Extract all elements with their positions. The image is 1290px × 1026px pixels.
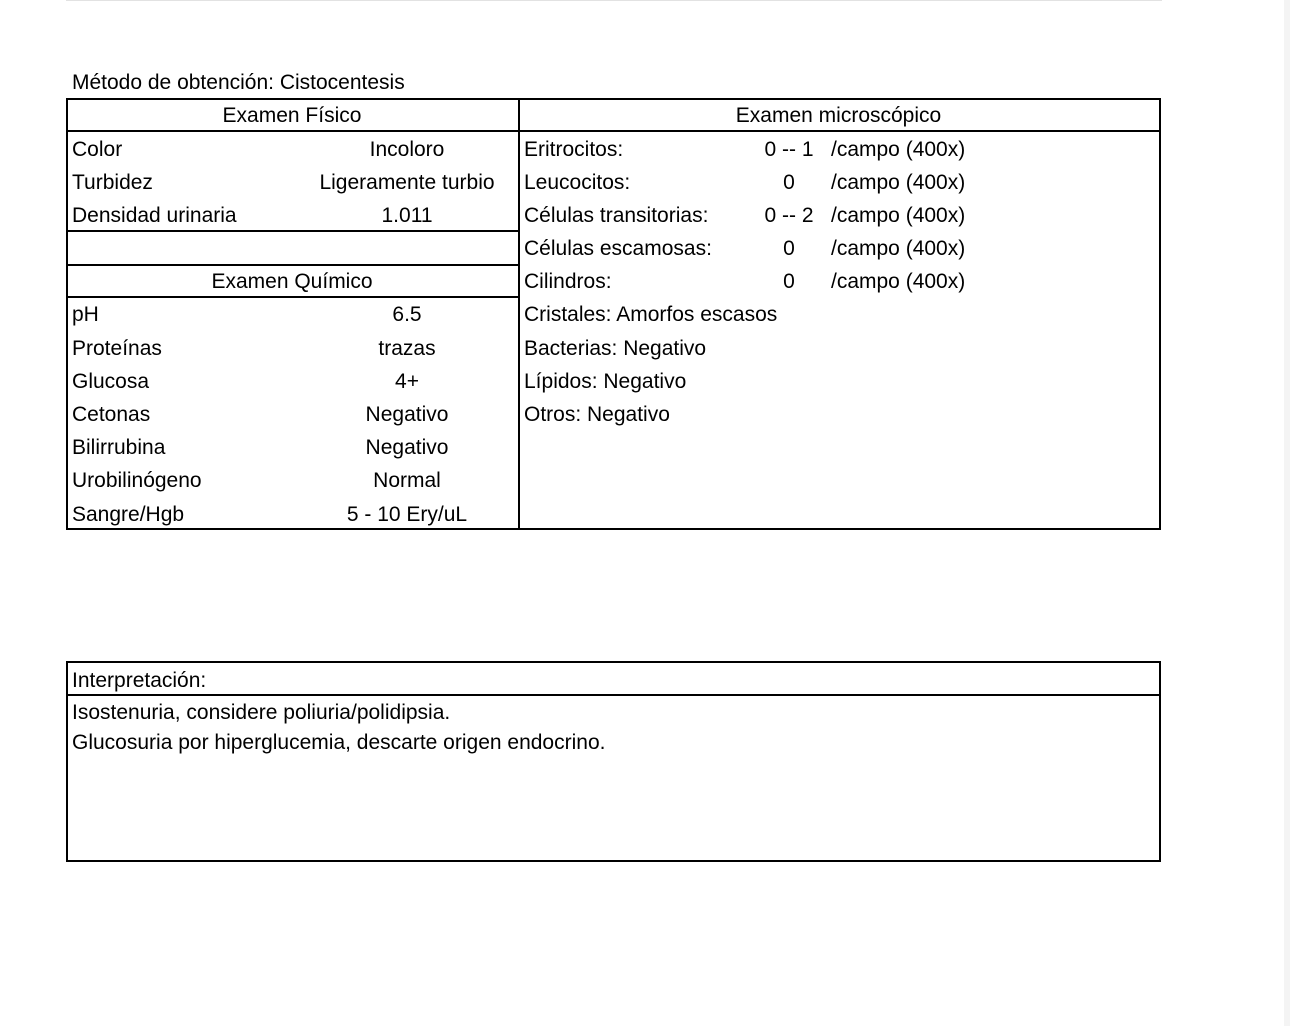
chemical-label-urobilinogen: Urobilinógeno xyxy=(72,469,202,492)
physical-label-turbidity: Turbidez xyxy=(72,171,153,194)
left-border-gap xyxy=(66,230,68,266)
micro-note-crystals: Cristales: Amorfos escasos xyxy=(524,303,778,326)
microscopic-exam-title: Examen microscópico xyxy=(735,104,942,127)
micro-label-casts: Cilindros: xyxy=(524,270,612,293)
micro-label-leukocytes: Leucocitos: xyxy=(524,171,631,194)
chemical-value-glucose: 4+ xyxy=(395,370,419,393)
micro-value-erythrocytes: 0 -- 1 xyxy=(764,138,814,161)
right-edge-shade xyxy=(1284,0,1290,1026)
chemical-value-blood: 5 - 10 Ery/uL xyxy=(346,503,468,526)
chemical-label-ketones: Cetonas xyxy=(72,403,151,426)
micro-unit-transitional-cells: /campo (400x) xyxy=(831,204,966,227)
micro-value-transitional-cells: 0 -- 2 xyxy=(764,204,814,227)
header-divider xyxy=(66,130,1161,132)
chemical-label-glucose: Glucosa xyxy=(72,370,150,393)
physical-value-color: Incoloro xyxy=(369,138,445,161)
micro-value-casts: 0 xyxy=(783,270,795,293)
interpretation-header-divider xyxy=(66,694,1161,696)
chemical-label-ph: pH xyxy=(72,303,99,326)
physical-exam-title: Examen Físico xyxy=(222,104,362,127)
micro-note-bacteria: Bacterias: Negativo xyxy=(524,337,707,360)
chemical-label-blood: Sangre/Hgb xyxy=(72,503,185,526)
chemical-value-bilirubin: Negativo xyxy=(365,436,449,459)
chemical-label-bilirubin: Bilirrubina xyxy=(72,436,166,459)
chemical-value-proteins: trazas xyxy=(378,337,436,360)
chemical-exam-title: Examen Químico xyxy=(211,270,373,293)
collection-method: Método de obtención: Cistocentesis xyxy=(72,71,405,94)
interpretation-line-2: Glucosuria por hiperglucemia, descarte origen endocrino. xyxy=(72,731,606,754)
micro-unit-erythrocytes: /campo (400x) xyxy=(831,138,966,161)
chemical-value-urobilinogen: Normal xyxy=(373,469,441,492)
micro-unit-casts: /campo (400x) xyxy=(831,270,966,293)
chemical-value-ph: 6.5 xyxy=(392,303,422,326)
interpretation-line-1: Isostenuria, considere poliuria/polidipsia. xyxy=(72,701,451,724)
physical-label-density: Densidad urinaria xyxy=(72,204,237,227)
interpretation-box xyxy=(66,661,1161,862)
micro-value-squamous-cells: 0 xyxy=(783,237,795,260)
physical-value-density: 1.011 xyxy=(381,204,433,227)
physical-value-turbidity: Ligeramente turbio xyxy=(319,171,495,194)
micro-unit-squamous-cells: /campo (400x) xyxy=(831,237,966,260)
top-divider xyxy=(66,0,1162,1)
micro-unit-leukocytes: /campo (400x) xyxy=(831,171,966,194)
micro-label-erythrocytes: Eritrocitos: xyxy=(524,138,624,161)
chemical-header-divider xyxy=(66,296,520,298)
micro-note-lipids: Lípidos: Negativo xyxy=(524,370,687,393)
chemical-label-proteins: Proteínas xyxy=(72,337,162,360)
micro-note-others: Otros: Negativo xyxy=(524,403,670,426)
chemical-value-ketones: Negativo xyxy=(365,403,449,426)
micro-label-transitional-cells: Células transitorias: xyxy=(524,204,709,227)
micro-value-leukocytes: 0 xyxy=(783,171,795,194)
physical-label-color: Color xyxy=(72,138,123,161)
micro-label-squamous-cells: Células escamosas: xyxy=(524,237,712,260)
interpretation-title: Interpretación: xyxy=(72,669,207,692)
